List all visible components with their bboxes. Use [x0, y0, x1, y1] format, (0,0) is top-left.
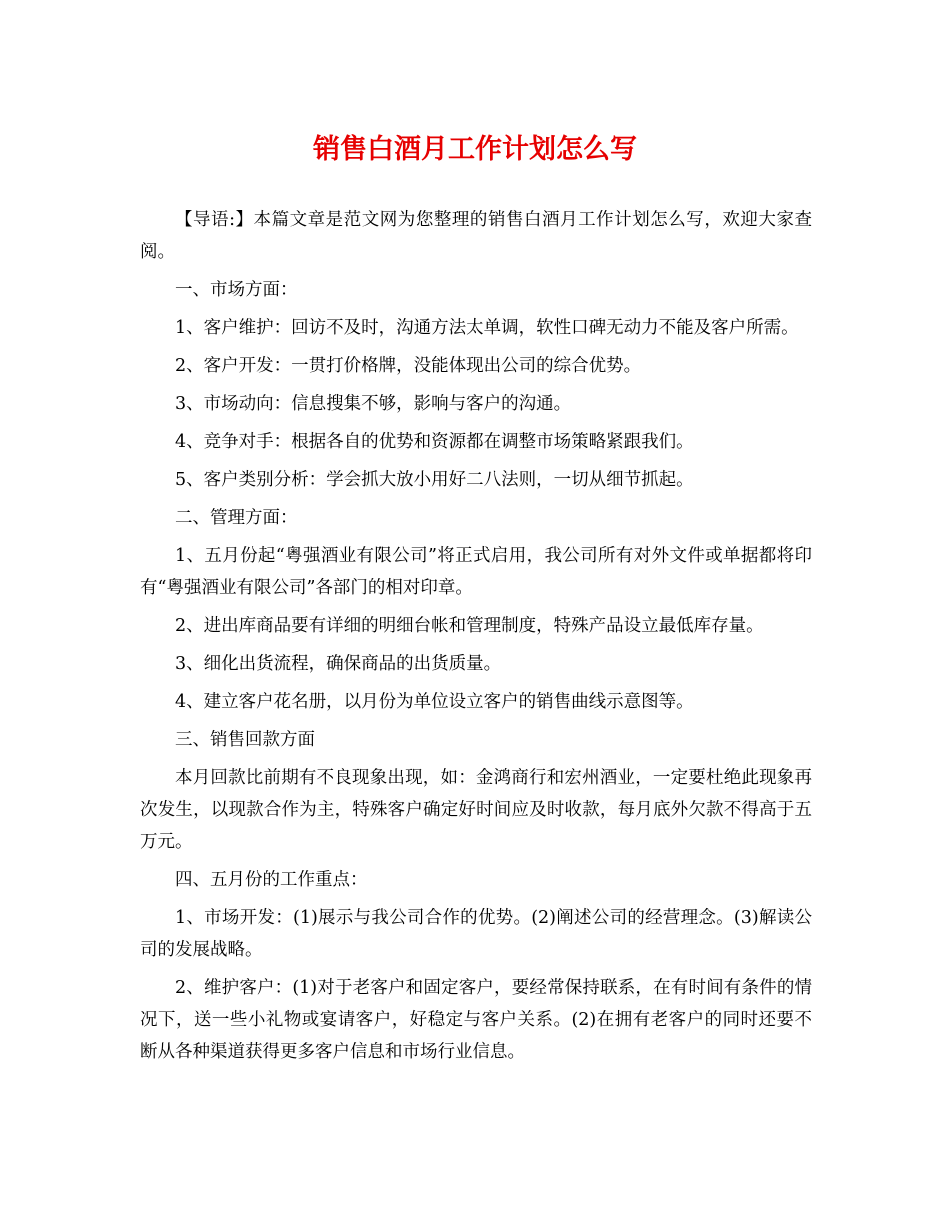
paragraph-intro: 【导语:】本篇文章是范文网为您整理的销售白酒月工作计划怎么写，欢迎大家查阅。 — [140, 210, 812, 262]
paragraph: 2、客户开发：一贯打价格牌，没能体现出公司的综合优势。 — [175, 356, 642, 376]
paragraph: 1、市场开发：(1)展示与我公司合作的优势。(2)阐述公司的经营理念。(3)解读公司的发展战略。 — [140, 908, 812, 960]
paragraph: 3、市场动向：信息搜集不够，影响与客户的沟通。 — [175, 394, 572, 414]
heading-key-tasks: 四、五月份的工作重点： — [175, 870, 368, 890]
heading-management: 二、管理方面： — [175, 508, 298, 528]
heading-market: 一、市场方面： — [175, 280, 298, 300]
paragraph: 3、细化出货流程，确保商品的出货质量。 — [175, 654, 502, 674]
document-title: 销售白酒月工作计划怎么写 — [313, 134, 637, 165]
paragraph: 5、客户类别分析：学会抓大放小用好二八法则，一切从细节抓起。 — [175, 470, 694, 490]
paragraph: 本月回款比前期有不良现象出现，如：金鸿商行和宏州酒业，一定要杜绝此现象再次发生，以现款合作为主，特殊客户确定好时间应及时收款，每月底外欠款不得高于五万元。 — [140, 768, 812, 852]
paragraph: 4、竞争对手：根据各自的优势和资源都在调整市场策略紧跟我们。 — [175, 432, 694, 452]
heading-payment: 三、销售回款方面 — [175, 730, 315, 750]
paragraph: 2、进出库商品要有详细的明细台帐和管理制度，特殊产品设立最低库存量。 — [175, 616, 764, 636]
paragraph: 1、五月份起“粤强酒业有限公司”将正式启用，我公司所有对外文件或单据都将印有“粤强酒业有限公司”各部门的相对印章。 — [140, 546, 812, 598]
paragraph: 1、客户维护：回访不及时，沟通方法太单调，软性口碑无动力不能及客户所需。 — [175, 318, 799, 338]
paragraph: 4、建立客户花名册，以月份为单位设立客户的销售曲线示意图等。 — [175, 692, 694, 712]
paragraph: 2、维护客户：(1)对于老客户和固定客户，要经常保持联系，在有时间有条件的情况下，送一些小礼物或宴请客户，好稳定与客户关系。(2)在拥有老客户的同时还要不断从各种渠道获得更多客户信息和市场行业信息。 — [140, 978, 812, 1062]
document-body — [140, 204, 812, 1074]
